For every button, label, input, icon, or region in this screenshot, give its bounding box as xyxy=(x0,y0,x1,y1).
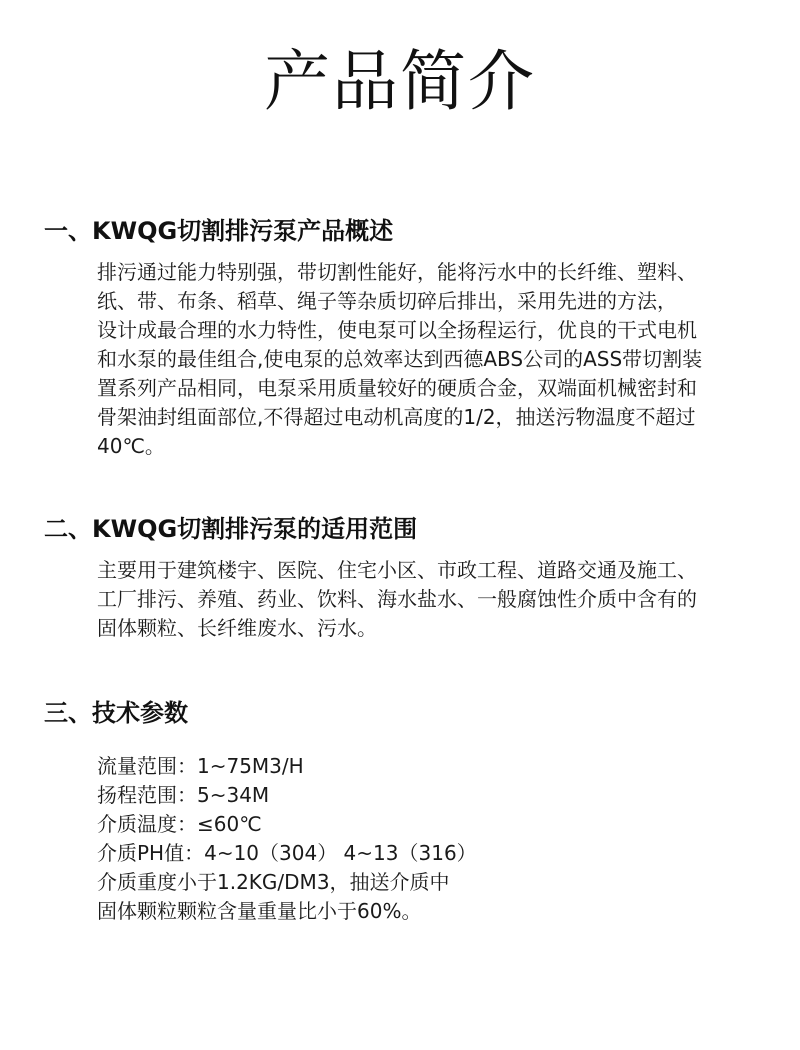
section-applications xyxy=(44,513,774,643)
spec-item: 固体颗粒颗粒含量重量比小于60%。 xyxy=(97,899,422,923)
body-line: 固体颗粒、长纤维废水、污水。 xyxy=(97,616,377,640)
section-body xyxy=(97,556,767,643)
body-line: 骨架油封组面部位,不得超过电动机高度的1/2，抽送污物温度不超过 xyxy=(97,405,696,429)
body-line: 主要用于建筑楼宇、医院、住宅小区、市政工程、道路交通及施工、 xyxy=(97,558,697,582)
section-heading: 三、技术参数 xyxy=(44,699,188,727)
section-heading: 二、KWQG切割排污泵的适用范围 xyxy=(44,515,418,543)
page-title: 产品简介 xyxy=(264,43,536,120)
section-specs xyxy=(44,697,774,926)
spec-item: 扬程范围：5~34M xyxy=(97,783,270,807)
spec-item: 介质温度：≤60℃ xyxy=(97,812,262,836)
body-line: 排污通过能力特别强，带切割性能好，能将污水中的长纤维、塑料、 xyxy=(97,260,697,284)
body-line: 和水泵的最佳组合,使电泵的总效率达到西德ABS公司的ASS带切割装 xyxy=(97,347,703,371)
section-body xyxy=(97,258,767,461)
body-line: 设计成最合理的水力特性，使电泵可以全扬程运行，优良的干式电机 xyxy=(97,318,697,342)
spec-item: 介质PH值：4~10（304） 4~13（316） xyxy=(97,841,477,865)
section-heading: 一、KWQG切割排污泵产品概述 xyxy=(44,217,394,245)
body-line: 纸、带、布条、稻草、绳子等杂质切碎后排出，采用先进的方法， xyxy=(97,289,677,313)
spec-item: 流量范围：1~75M3/H xyxy=(97,754,304,778)
body-line: 40℃。 xyxy=(97,434,165,458)
body-line: 置系列产品相同，电泵采用质量较好的硬质合金，双端面机械密封和 xyxy=(97,376,697,400)
spec-item: 介质重度小于1.2KG/DM3，抽送介质中 xyxy=(97,870,450,894)
spec-list xyxy=(97,752,767,926)
body-line: 工厂排污、养殖、药业、饮料、海水盐水、一般腐蚀性介质中含有的 xyxy=(97,587,697,611)
section-overview xyxy=(44,215,774,461)
